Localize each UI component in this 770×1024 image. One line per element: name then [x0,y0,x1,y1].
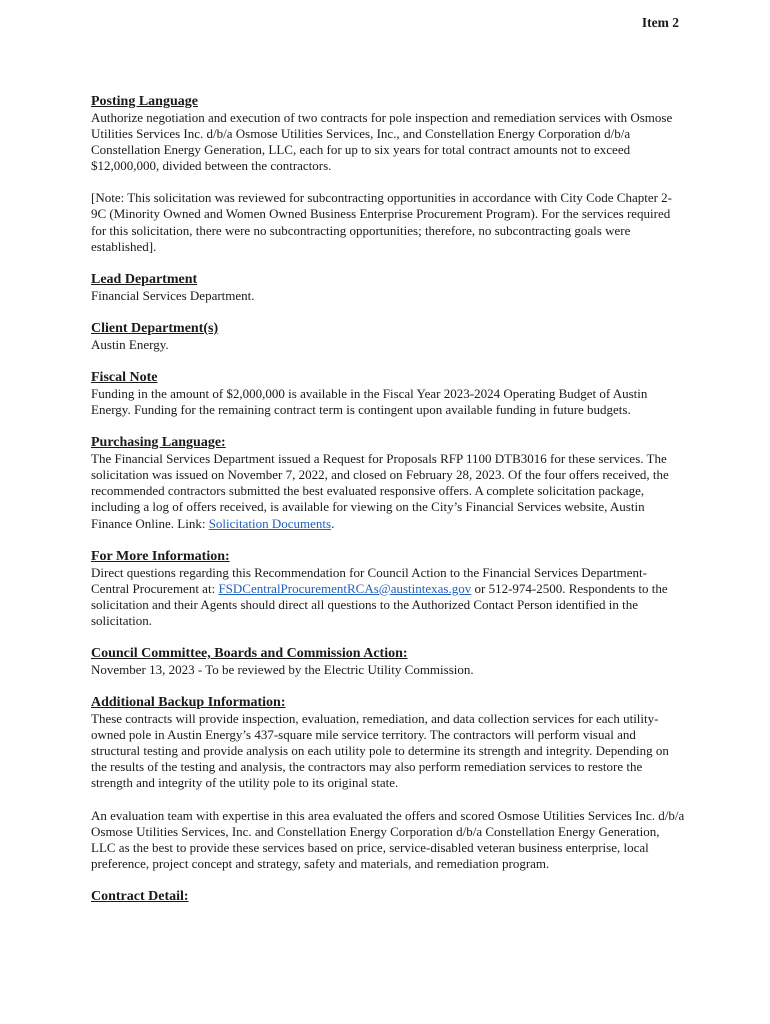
council-action-section [91,645,685,678]
more-information-heading: For More Information: [91,548,230,564]
purchasing-language-text [91,451,685,531]
client-department-section [91,320,685,353]
lead-department-text: Financial Services Department. [91,287,255,303]
fiscal-note-text: Funding in the amount of $2,000,000 is available in the Fiscal Year 2023-2024 Operating Budget of Austin Energy. Funding for the remaining contract term is contingent upon available funding in future budgets. [91,385,648,418]
lead-department-section [91,271,685,304]
purchasing-language-section [91,434,685,531]
council-action-text: November 13, 2023 - To be reviewed by the Electric Utility Commission. [91,661,474,677]
client-department-text: Austin Energy. [91,336,169,352]
posting-language-heading: Posting Language [91,94,198,109]
client-department-heading: Client Department(s) [91,320,219,336]
fiscal-note-heading: Fiscal Note [91,369,158,385]
backup-paragraph-2: An evaluation team with expertise in this area evaluated the offers and scored Osmose Utilities Services Inc. d/b/a Osmose Utilities Services, Inc. and Constellation Energy Corporation d/b/a Constellation Energy Generation, LLC as the best to provide these services based on price, service-disabled veteran business enterprise, local preference, project concept and strategy, safety and materials, and remediation program. [91,807,685,871]
document-body [91,93,685,921]
purchasing-text: The Financial Services Department issued a Request for Proposals RFP 1100 DTB3016 for these services. The solicitation was issued on November 7, 2022, and closed on February 28, 2023. Of the four offers received, the recommended contractors submitted the best evaluated responsive offers. A complete solicitation package, including a log of offers received, is available for viewing on the City’s Financial Services website, Austin Finance Online. Link: [91,451,669,531]
solicitation-documents-link[interactable]: Solicitation Documents [208,515,332,531]
more-info-text-before: Direct questions regarding this Recommendation for Council Action to the Financial Services Department-Central Procurement at: [91,564,647,596]
contract-detail-heading: Contract Detail: [91,888,189,904]
council-action-heading: Council Committee, Boards and Commission Action: [91,645,408,661]
purchasing-language-heading: Purchasing Language: [91,435,226,451]
subcontracting-note: [Note: This solicitation was reviewed for subcontracting opportunities in accordance with City Code Chapter 2-9C (Minority Owned and Women Owned Business Enterprise Procurement Program). For the services required for this solicitation, there were no subcontracting opportunities; therefore, no subcontracting goals were established]. [91,190,673,254]
item-number: Item 2 [641,15,679,30]
additional-backup-heading: Additional Backup Information: [91,695,286,711]
posting-language-section [91,93,685,255]
more-information-section [91,548,685,629]
purchasing-text-end: . [331,515,335,531]
backup-paragraph-1: These contracts will provide inspection, evaluation, remediation, and data collection services for each utility-owned pole in Austin Energy’s 437-square mile service territory. The contractors will perform visual and structural testing and provide analysis on each utility pole to determine its strength and integrity. Depending on the results of the testing and analysis, the contractors may also perform remediation services to restore the strength and integrity of the utility pole to its original state. [91,711,669,791]
posting-language-text: Authorize negotiation and execution of two contracts for pole inspection and remediation services with Osmose Utilities Services Inc. d/b/a Osmose Utilities Services, Inc., and Constellation Energy Corporation d/b/a Constellation Energy Generation, LLC, each for up to six years for total contract amounts not to exceed $12,000,000, divided between the contractors. [91,110,673,174]
lead-department-heading: Lead Department [91,271,198,287]
procurement-email-link[interactable]: FSDCentralProcurementRCAs@austintexas.gov [218,580,472,596]
contract-detail-section [91,888,685,905]
more-information-text [91,565,685,629]
more-info-text-after: or 512-974-2500. Respondents to the solicitation and their Agents should direct all questions to the Authorized Contact Person identified in the solicitation. [91,580,668,628]
fiscal-note-section [91,369,685,418]
additional-backup-section [91,694,685,872]
